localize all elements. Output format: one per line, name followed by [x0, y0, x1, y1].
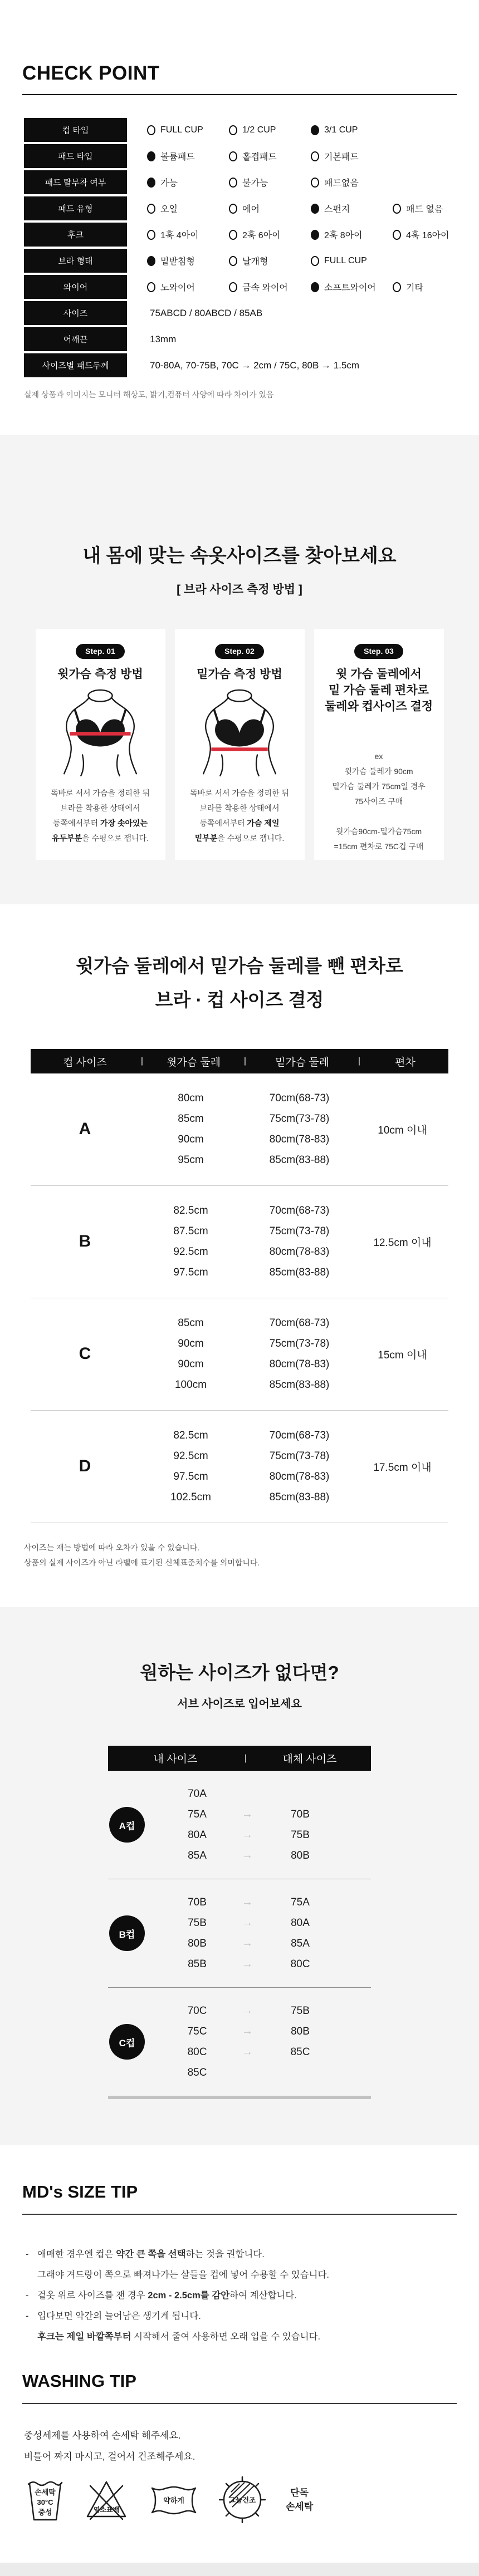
svg-text:약하게: 약하게 — [163, 2496, 184, 2505]
cup-badge: C컵 — [109, 2024, 145, 2060]
md-size-tip-title: MD's SIZE TIP — [22, 2182, 138, 2201]
row-label: 패드 유형 — [24, 196, 127, 220]
option-label: 오일 — [160, 205, 178, 214]
torso-overbust-measure-icon — [48, 689, 153, 777]
arrow-icon: → — [242, 2004, 253, 2017]
table-bottom-bar — [108, 2096, 371, 2099]
radio-icon — [147, 256, 155, 266]
radio-icon — [147, 204, 155, 214]
option-label: 불가능 — [242, 179, 268, 188]
option — [229, 125, 311, 135]
option — [311, 256, 393, 266]
option-label: 4훅 16아이 — [406, 231, 449, 240]
deviation: 15cm 이내 — [378, 1349, 427, 1361]
washing-tip-title: WASHING TIP — [22, 2371, 136, 2391]
option-label: 에어 — [242, 205, 260, 214]
table-row-cup-d: D 82.5cm 92.5cm 97.5cm 102.5cm 70cm(68-73) 75cm(73-78) 80cm(78-83) 85cm(83-88) 17.5cm 이내 — [31, 1411, 448, 1523]
table-row-bra-shape — [24, 249, 479, 273]
radio-icon — [147, 125, 155, 135]
option — [229, 202, 311, 215]
table-row-hook — [24, 223, 479, 247]
option — [229, 176, 311, 189]
radio-icon — [229, 230, 237, 240]
table-header — [108, 1746, 371, 1771]
option — [147, 202, 229, 215]
option-label: 2훅 6아이 — [242, 231, 281, 240]
table-row: 75C → 80B — [187, 2025, 310, 2037]
table-header — [31, 1049, 448, 1073]
radio-icon — [311, 282, 319, 292]
row-label: 패드 탈부착 여부 — [24, 170, 127, 194]
laundry-icons — [26, 2476, 479, 2523]
option — [229, 228, 311, 241]
option-label: 기본패드 — [324, 152, 359, 162]
table-row-pad-type — [24, 144, 479, 168]
cup-badge: A컵 — [109, 1807, 145, 1843]
option — [311, 125, 393, 135]
radio-icon — [147, 178, 155, 188]
option — [147, 280, 229, 293]
cup-badge: B컵 — [109, 1915, 145, 1951]
shade-dry-icon — [219, 2476, 266, 2523]
step-title: 윗 가슴 둘레에서 밑 가슴 둘레 편차로 둘레와 컵사이즈 결정 — [324, 668, 433, 713]
cup-letter: C — [79, 1344, 91, 1363]
arrow-icon: → — [242, 2025, 253, 2037]
column-header: 컵 사이즈 — [63, 1056, 107, 1068]
column-header: 윗가슴 둘레 — [166, 1056, 221, 1068]
table-row: 80A → 75B — [188, 1829, 310, 1841]
row-label: 사이즈 — [24, 301, 127, 325]
table-row-cup-c: C 85cm 90cm 90cm 100cm 70cm(68-73) 75cm(73-78) 80cm(78-83) 85cm(83-88) 15cm 이내 — [31, 1298, 448, 1411]
option — [311, 202, 393, 215]
deviation: 17.5cm 이내 — [373, 1461, 432, 1474]
no-chlorine-bleach-icon — [84, 2478, 129, 2522]
arrow-icon: → — [242, 1958, 253, 1970]
option-label: 날개형 — [242, 257, 268, 267]
table-row-cup-a: A 80cm 85cm 90cm 95cm 70cm(68-73) 75cm(73-78) 80cm(78-83) 85cm(83-88) 10cm 이내 — [31, 1073, 448, 1186]
section-subtitle: 서브 사이즈로 입어보세요 — [177, 1698, 302, 1710]
step-card-3 — [314, 629, 444, 860]
bra-size-table — [31, 1049, 448, 1523]
option-label: FULL CUP — [160, 125, 203, 135]
table-row: 85B → 80C — [188, 1958, 310, 1970]
option — [311, 280, 393, 293]
step-example: ex 윗가슴 둘레가 90cm 밑가슴 둘레가 75cm일 경우 75사이즈 구매 윗가슴90cm-밑가슴75cm =15cm 편차로 75C컵 구매 — [332, 752, 426, 851]
radio-icon — [311, 256, 319, 266]
svg-text:30°C: 30°C — [37, 2498, 53, 2506]
option — [147, 176, 229, 189]
step-description: 똑바로 서서 가슴을 정리한 뒤 브라를 착용한 상태에서 등쪽에서부터 가장 솟아있는 유두부분을 수평으로 잽니다. — [51, 789, 150, 843]
torso-underbust-measure-icon — [187, 689, 292, 777]
solo-wash-label: 단독 손세탁 — [286, 2488, 314, 2512]
table-row-wire — [24, 275, 479, 299]
cup-group-b — [108, 1879, 371, 1987]
option — [393, 202, 475, 215]
row-label: 컵 타입 — [24, 118, 127, 142]
cup-group-a — [108, 1771, 371, 1879]
section-subtitle: [ 브라 사이즈 측정 방법 ] — [177, 583, 302, 596]
radio-icon — [147, 230, 155, 240]
option-label: 스펀지 — [324, 205, 350, 214]
sub-size-table — [108, 1746, 371, 2099]
radio-icon — [229, 282, 237, 292]
radio-icon — [393, 204, 401, 214]
column-header: 대체 사이즈 — [282, 1754, 337, 1765]
row-label: 패드 타입 — [24, 144, 127, 168]
table-row: 80C → 85C — [187, 2046, 310, 2058]
checkpoint-title: CHECK POINT — [22, 62, 160, 84]
arrow-icon: → — [242, 1917, 253, 1929]
option-label: 1/2 CUP — [242, 125, 276, 135]
column-header: 밑가슴 둘레 — [275, 1056, 330, 1068]
step-description: 똑바로 서서 가슴을 정리한 뒤 브라를 착용한 상태에서 등쪽에서부터 가슴 제일 밑부분을 수평으로 잽니다. — [190, 789, 289, 843]
header-pipe: | — [243, 1056, 247, 1066]
row-label: 후크 — [24, 223, 127, 247]
section-title: 내 몸에 맞는 속옷사이즈를 찾아보세요 — [82, 545, 397, 567]
radio-icon — [393, 230, 401, 240]
arrow-icon: → — [242, 1829, 253, 1841]
arrow-icon: → — [242, 2046, 253, 2058]
step-card-1 — [36, 629, 165, 860]
radio-icon — [393, 282, 401, 292]
option-label: 패드없음 — [324, 179, 359, 188]
svg-text:손세탁: 손세탁 — [35, 2488, 56, 2496]
row-label: 와이어 — [24, 275, 127, 299]
table-row-pad-kind — [24, 196, 479, 220]
radio-icon — [229, 151, 237, 161]
svg-text:그늘건조: 그늘건조 — [228, 2496, 256, 2504]
option — [147, 125, 229, 135]
radio-icon — [229, 256, 237, 266]
radio-icon — [229, 125, 237, 135]
size-table-section — [0, 904, 479, 1607]
step-title: 밑가슴 측정 방법 — [197, 668, 282, 681]
cup-letter: B — [79, 1232, 91, 1250]
wring-gently-icon — [149, 2483, 199, 2517]
sub-size-section — [0, 1607, 479, 2145]
divider — [22, 94, 457, 95]
tips-section — [0, 2145, 479, 2576]
table-row-size — [24, 301, 479, 325]
option — [311, 150, 393, 162]
tip-line: 그래야 겨드랑이 쪽으로 빠져나가는 살들을 컵에 넣어 수용할 수 있습니다. — [37, 2270, 330, 2280]
tip-line: - 겉옷 위로 사이즈를 잰 경우 2cm - 2.5cm를 감안하여 계산합니다. — [26, 2291, 297, 2301]
option — [311, 176, 393, 189]
section-title: 윗가슴 둘레에서 밑가슴 둘레를 뺀 편차로 브라 · 컵 사이즈 결정 — [76, 955, 403, 1010]
cup-letter: D — [79, 1457, 91, 1475]
table-row-cup-b: B 82.5cm 87.5cm 92.5cm 97.5cm 70cm(68-73) 75cm(73-78) 80cm(78-83) 85cm(83-88) 12.5cm 이내 — [31, 1186, 448, 1298]
row-label: 사이즈별 패드두께 — [24, 353, 127, 377]
header-pipe: | — [244, 1753, 247, 1763]
step-card-2 — [175, 629, 305, 860]
column-header: 내 사이즈 — [153, 1754, 198, 1765]
table-row: 85A → 80B — [188, 1849, 310, 1861]
step-cards — [0, 629, 479, 860]
header-pipe: | — [358, 1056, 361, 1066]
option — [393, 228, 475, 241]
table-footnotes: 사이즈는 재는 방법에 따라 오차가 있을 수 있습니다. 상품의 실제 사이즈가 아닌 라벨에 표기된 신체표준치수를 의미합니다. — [24, 1543, 260, 1567]
measure-guide-section — [0, 435, 479, 904]
table-row-pad-detach — [24, 170, 479, 194]
arrow-icon: → — [242, 1849, 253, 1861]
radio-icon — [147, 282, 155, 292]
table-row: 85C — [187, 2066, 207, 2078]
footer-bar — [0, 2563, 479, 2576]
tip-line: 후크는 제일 바깥쪽부터 시작해서 줄여 사용하면 오래 입을 수 있습니다. — [37, 2332, 321, 2342]
option-label: 1훅 4아이 — [160, 231, 199, 240]
row-value: 75ABCD / 80ABCD / 85AB — [150, 307, 263, 318]
row-label: 어깨끈 — [24, 327, 127, 351]
row-label: 브라 형태 — [24, 249, 127, 273]
option — [147, 228, 229, 241]
step-badge: Step. 02 — [215, 644, 264, 659]
table-row: 70B → 75A — [188, 1896, 310, 1908]
option-label: 노와이어 — [160, 283, 195, 293]
svg-text:중성: 중성 — [38, 2508, 52, 2516]
step-title: 윗가슴 측정 방법 — [57, 668, 143, 681]
option-label: 2훅 8아이 — [324, 231, 363, 240]
option — [311, 228, 393, 241]
svg-text:염소표백: 염소표백 — [93, 2506, 120, 2514]
divider — [22, 2214, 457, 2215]
row-value: 70-80A, 70-75B, 70C → 2cm / 75C, 80B → 1.5cm — [150, 359, 360, 371]
tip-line: - 애매한 경우엔 컵은 약간 큰 쪽을 선택하는 것을 권합니다. — [26, 2249, 265, 2259]
row-value: 13mm — [150, 333, 177, 344]
arrow-icon: → — [242, 1937, 253, 1949]
table-row: 75A → 70B — [188, 1808, 310, 1820]
column-header: 편차 — [395, 1056, 416, 1068]
option — [147, 254, 229, 267]
cup-group-c — [108, 1987, 371, 2096]
header-pipe: | — [140, 1056, 144, 1066]
radio-icon — [147, 151, 155, 161]
checkpoint-section — [0, 0, 479, 435]
divider — [22, 2403, 457, 2404]
radio-icon — [229, 178, 237, 188]
deviation: 10cm 이내 — [378, 1124, 427, 1136]
option-label: 금속 와이어 — [242, 283, 288, 293]
arrow-icon: → — [242, 1808, 253, 1820]
step-badge: Step. 03 — [354, 644, 403, 659]
option-label: 밑받침형 — [160, 257, 195, 267]
table-row: 70C → 75B — [187, 2004, 310, 2017]
tip-line: - 입다보면 약간의 늘어남은 생기게 됩니다. — [26, 2311, 201, 2321]
table-row-strap — [24, 327, 479, 351]
option — [229, 280, 311, 293]
option-label: 볼륨패드 — [160, 152, 195, 162]
section-title: 원하는 사이즈가 없다면? — [140, 1662, 339, 1683]
option — [147, 150, 229, 162]
radio-icon — [229, 204, 237, 214]
table-row: 75B → 80A — [188, 1917, 310, 1929]
step-badge: Step. 01 — [76, 644, 125, 659]
option-label: 패드 없음 — [406, 205, 443, 214]
table-row-cup-type — [24, 118, 479, 142]
deviation: 12.5cm 이내 — [373, 1237, 432, 1249]
table-row-pad-thickness — [24, 353, 479, 377]
option-label: 기타 — [406, 283, 423, 293]
washing-instructions: 중성세제를 사용하여 손세탁 해주세요. 비틀어 짜지 마시고, 걸어서 건조해주세요. — [24, 2430, 195, 2462]
option-label: 3/1 CUP — [324, 125, 358, 135]
cup-letter: A — [79, 1120, 91, 1138]
option-label: 가능 — [160, 179, 178, 188]
radio-icon — [311, 151, 319, 161]
md-tip-list — [26, 2244, 479, 2347]
table-row: 70A — [188, 1787, 207, 1800]
disclaimer-text: 실제 상품과 이미지는 모니터 해상도, 밝기,컴퓨터 사양에 따라 차이가 있음 — [24, 390, 274, 399]
option-label: 소프트와이어 — [324, 283, 376, 293]
option — [229, 150, 311, 162]
radio-icon — [311, 178, 319, 188]
hand-wash-30c-icon — [26, 2478, 64, 2522]
radio-icon — [311, 204, 319, 214]
option-label: 홑겹패드 — [242, 152, 277, 162]
option — [229, 254, 311, 267]
option — [393, 280, 475, 293]
checkpoint-table — [24, 118, 479, 377]
arrow-icon: → — [242, 1896, 253, 1908]
radio-icon — [311, 230, 319, 240]
option-label: FULL CUP — [324, 255, 367, 265]
table-row: 80B → 85A — [188, 1937, 310, 1949]
radio-icon — [311, 125, 319, 135]
